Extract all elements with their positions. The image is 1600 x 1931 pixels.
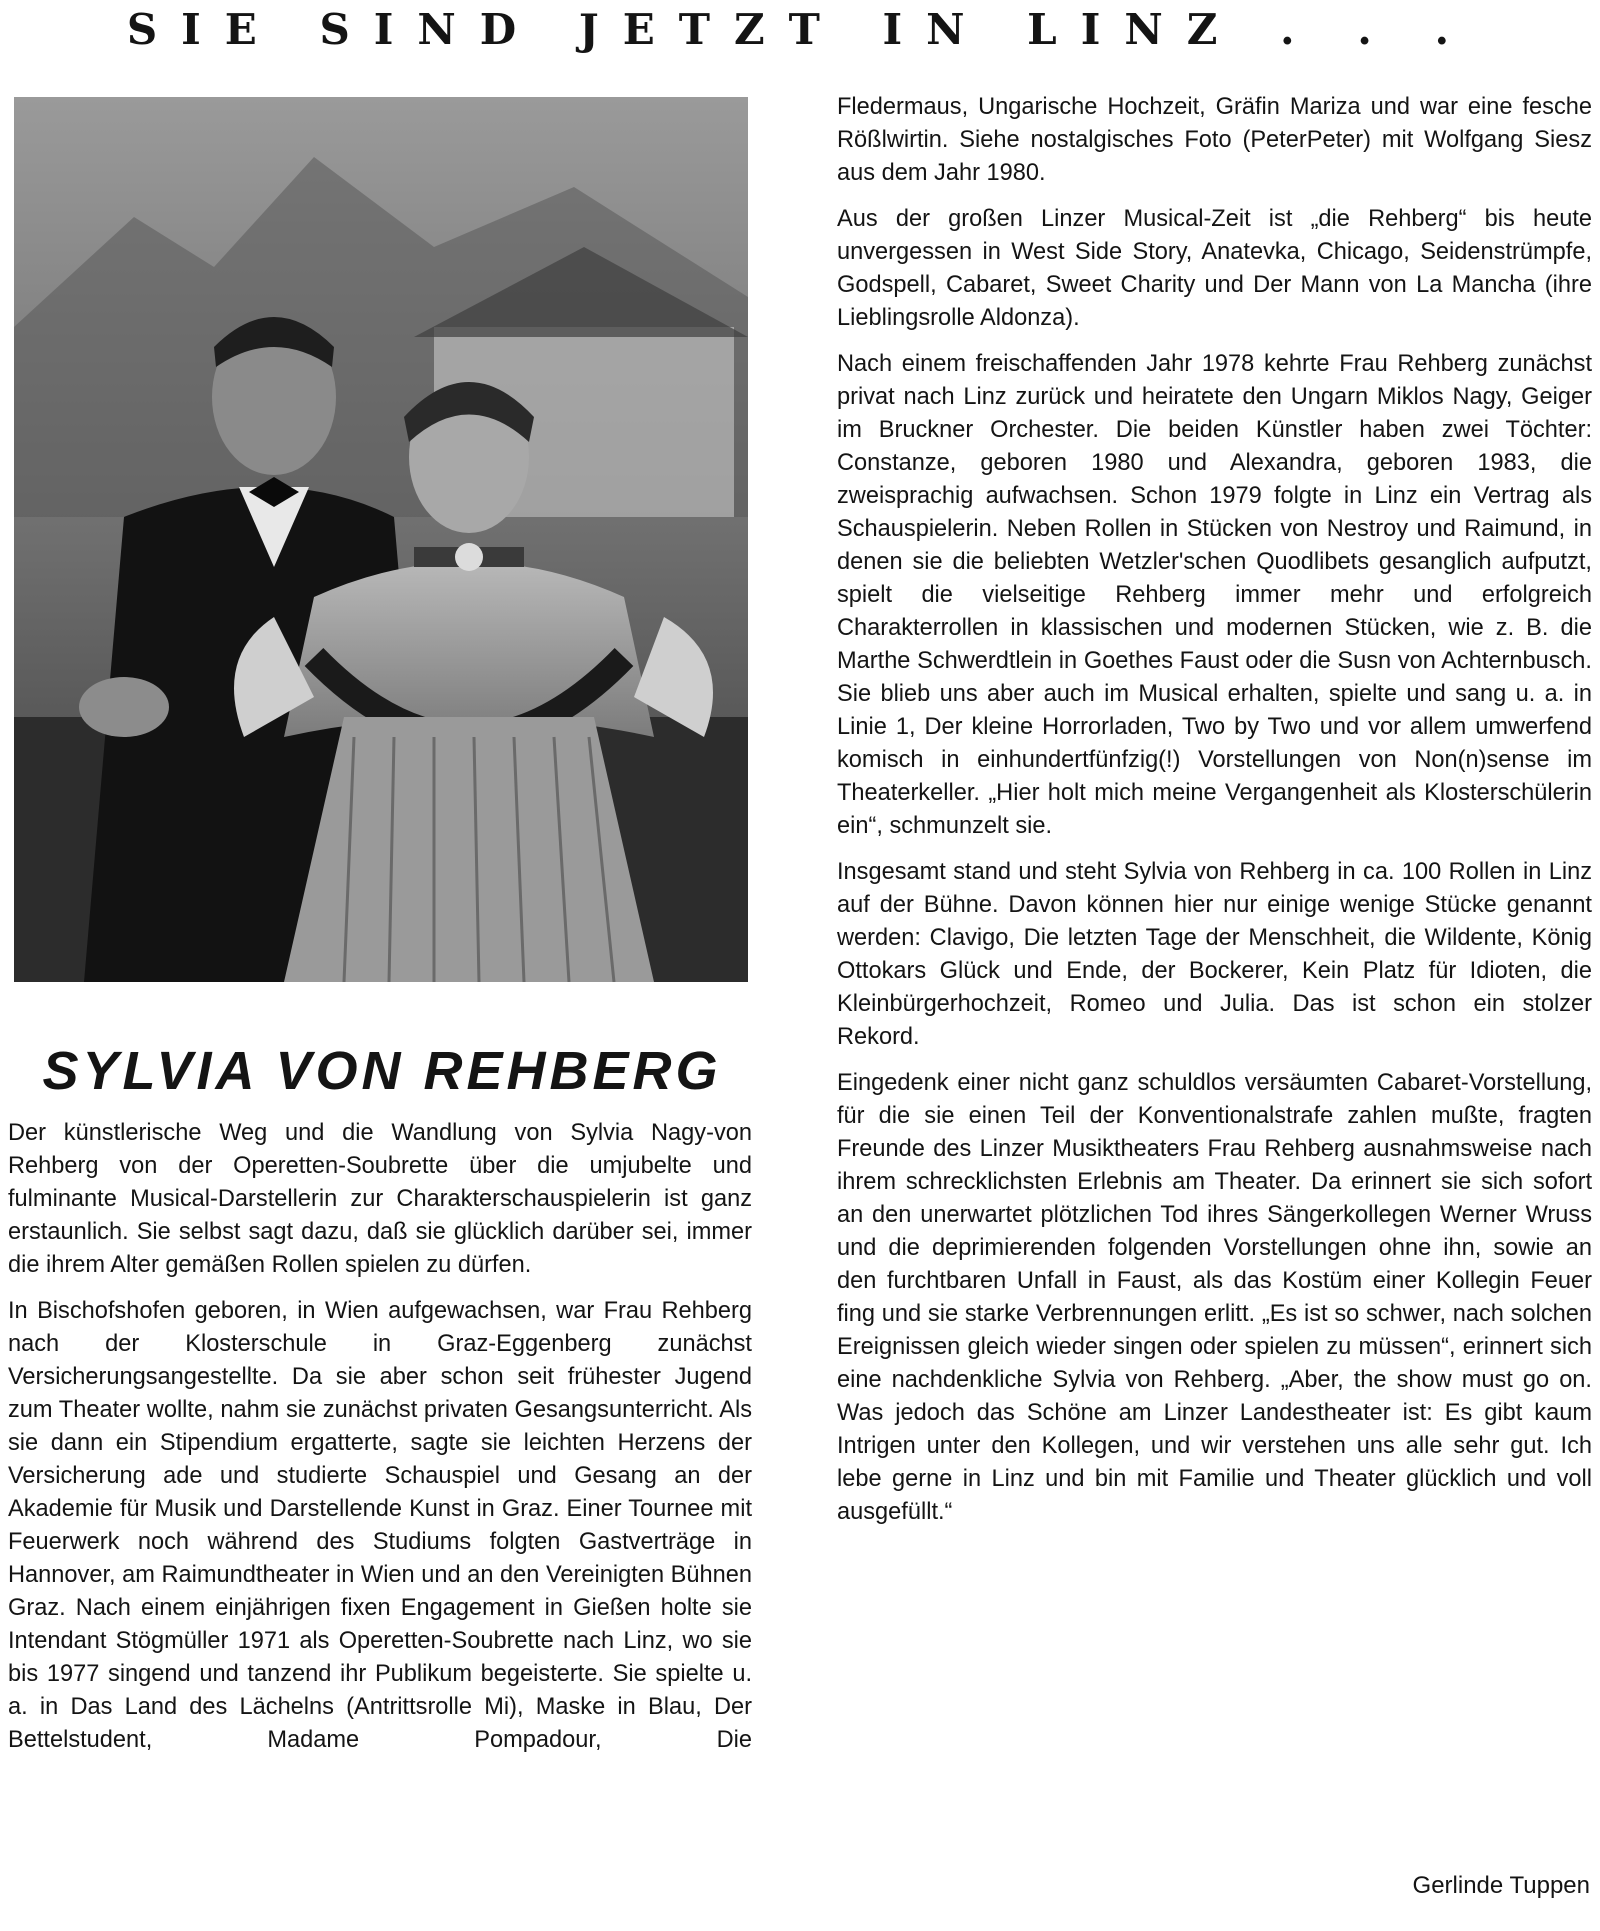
author-signature: Gerlinde Tuppen bbox=[1412, 1872, 1590, 1899]
right-column bbox=[837, 91, 1592, 1542]
right-paragraph-4: Insgesamt stand und steht Sylvia von Rehberg in ca. 100 Rollen in Linz auf der Bühne. Davon können hier nur einige wenige Stücke genannt werden: Clavigo, Die letzten Tage der Menschheit, die Wildente, König Ottokars Glück und Ende, der Bockerer, Kein Platz für Idioten, die Kleinbürgerhochzeit, Romeo und Julia. Das ist schon ein stolzer Rekord. bbox=[837, 859, 1592, 1050]
right-paragraph-5: Eingedenk einer nicht ganz schuldlos versäumten Cabaret-Vorstellung, für die sie einen Teil der Konventionalstrafe zahlen mußte, fragten Freunde des Linzer Musiktheaters Frau Rehberg ausnahmsweise nach ihrem schrecklichsten Erlebnis am Theater. Da erinnert sie sich sofort an den unerwartet plötzlichen Tod ihres Sängerkollegen Werner Wruss und die deprimierenden folgenden Vorstellungen ohne ihn, sowie an den furchtbaren Unfall in Faust, als das Kostüm einer Kollegin Feuer fing und sie starke Verbrennungen erlitt. „Es ist so schwer, nach solchen Ereignissen gleich wieder singen oder spielen zu müssen“, erinnert sich eine nachdenkliche Sylvia von Rehberg. „Aber, the show must go on. Was jedoch das Schöne am Linzer Landestheater ist: Es gibt kaum Intrigen unter den Kollegen, und wir verstehen uns alle sehr gut. Ich lebe gerne in Linz und bin mit Familie und Theater glücklich und voll ausgefüllt.“ bbox=[837, 1070, 1592, 1525]
left-column bbox=[8, 1117, 752, 1757]
feature-name-heading: SYLVIA VON REHBERG bbox=[42, 1041, 722, 1101]
right-paragraph-1: Fledermaus, Ungarische Hochzeit, Gräfin Mariza und war eine fesche Rößlwirtin. Siehe nostalgisches Foto (PeterPeter) mit Wolfgang Siesz aus dem Jahr 1980. bbox=[837, 94, 1592, 186]
left-paragraph-2: In Bischofshofen geboren, in Wien aufgewachsen, war Frau Rehberg nach der Klosterschule in Graz-Eggenberg zunächst Versicherungsangestellte. Da sie aber schon seit frühester Jugend zum Theater wollte, nahm sie zunächst privaten Gesangsunterricht. Als sie dann ein Stipendium ergatterte, sagte sie leichten Herzens der Versicherung ade und studierte Schauspiel und Gesang an der Akademie für Musik und Darstellende Kunst in Graz. Einer Tournee mit Feuerwerk noch während des Studiums folgten Gastverträge in Hannover, am Raimundtheater in Wien und an den Vereinigten Bühnen Graz. Nach einem einjährigen fixen Engagement in Gießen holte sie Intendant Stögmüller 1971 als Operetten-Soubrette nach Linz, wo sie bis 1977 singend und tanzend ihr Publikum begeisterte. Sie spielte u. a. in Das Land des Lächelns (Antrittsrolle Mi), Maske in Blau, Der Bettelstudent, Madame Pompadour, Die bbox=[8, 1298, 752, 1753]
page-header-title: SIE SIND JETZT IN LINZ . . . bbox=[126, 5, 1474, 54]
left-paragraph-1: Der künstlerische Weg und die Wandlung von Sylvia Nagy-von Rehberg von der Operetten-Soubrette über die umjubelte und fulminante Musical-Darstellerin zur Charakterschauspielerin ist ganz erstaunlich. Sie selbst sagt dazu, daß sie glücklich darüber sei, immer die ihrem Alter gemäßen Rollen spielen zu dürfen. bbox=[8, 1120, 752, 1278]
right-paragraph-2: Aus der großen Linzer Musical-Zeit ist „die Rehberg“ bis heute unvergessen in West Side Story, Anatevka, Chicago, Seidenstrümpfe, Godspell, Cabaret, Sweet Charity und Der Mann von La Mancha (ihre Lieblingsrolle Aldonza). bbox=[837, 206, 1592, 331]
stage-photo bbox=[14, 97, 748, 982]
right-paragraph-3: Nach einem freischaffenden Jahr 1978 kehrte Frau Rehberg zunächst privat nach Linz zurück und heiratete den Ungarn Miklos Nagy, Geiger im Bruckner Orchester. Die beiden Künstler haben zwei Töchter: Constanze, geboren 1980 und Alexandra, geboren 1983, die zweisprachig aufwachsen. Schon 1979 folgte in Linz ein Vertrag als Schauspielerin. Neben Rollen in Stücken von Nestroy und Raimund, in denen sie die beliebten Wetzler'schen Quodlibets gesanglich aufputzt, spielt die vielseitige Rehberg immer mehr und erfolgreich Charakterrollen in klassischen und modernen Stücken, wie z. B. die Marthe Schwerdtlein in Goethes Faust oder die Susn von Achternbusch. Sie blieb uns aber auch im Musical erhalten, spielte und sang u. a. in Linie 1, Der kleine Horrorladen, Two by Two und vor allem umwerfend komisch in einhundertfünfzig(!) Vorstellungen von Non(n)sense im Theaterkeller. „Hier holt mich meine Vergangenheit als Klosterschülerin ein“, schmunzelt sie. bbox=[837, 351, 1592, 839]
